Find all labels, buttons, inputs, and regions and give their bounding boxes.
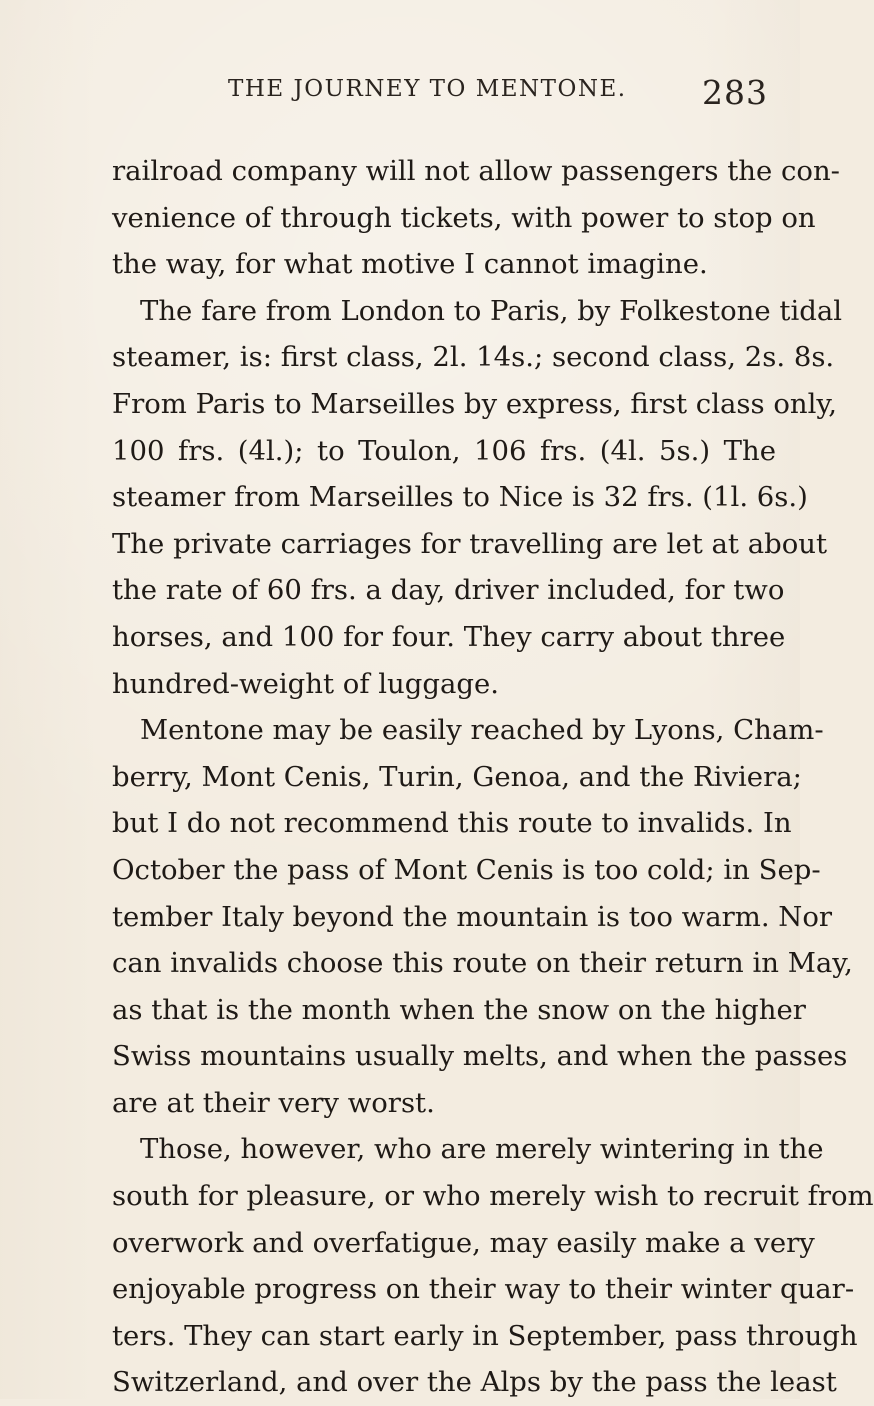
text-line: venience of through tickets, with power to stop on xyxy=(112,201,816,234)
running-title: THE JOURNEY TO MENTONE. xyxy=(228,76,627,102)
text-line: The fare from London to Paris, by Folkestone tidal xyxy=(140,294,843,327)
page-header xyxy=(228,73,768,120)
text-line: The private carriages for travelling are let at about xyxy=(112,527,828,560)
page-number: 283 xyxy=(702,73,768,112)
text-line: ters. They can start early in September, pass through xyxy=(112,1319,858,1352)
text-line: tember Italy beyond the mountain is too warm. Nor xyxy=(112,900,833,933)
text-line: hundred-weight of luggage. xyxy=(112,667,499,700)
text-line: horses, and 100 for four. They carry about three xyxy=(112,620,786,653)
text-line: Swiss mountains usually melts, and when the passes xyxy=(112,1040,848,1073)
body-text xyxy=(112,148,874,1406)
text-line: overwork and overfatigue, may easily make a very xyxy=(112,1226,815,1259)
text-line: the way, for what motive I cannot imagine. xyxy=(112,248,708,281)
text-line: enjoyable progress on their way to their winter quar- xyxy=(112,1273,855,1306)
text-line: Mentone may be easily reached by Lyons, Cham- xyxy=(140,714,824,747)
text-line: are at their very worst. xyxy=(112,1086,435,1119)
text-line: From Paris to Marseilles by express, first class only, xyxy=(112,387,838,420)
text-line: can invalids choose this route on their return in May, xyxy=(112,947,853,980)
text-line: the rate of 60 frs. a day, driver included, for two xyxy=(112,574,785,607)
text-line: but I do not recommend this route to invalids. In xyxy=(112,807,792,840)
text-line: steamer, is: first class, 2l. 14s.; second class, 2s. 8s. xyxy=(112,341,835,374)
text-line: as that is the month when the snow on the higher xyxy=(112,993,806,1026)
text-line: south for pleasure, or who merely wish to recruit from xyxy=(112,1180,874,1213)
text-line: berry, Mont Cenis, Turin, Genoa, and the Riviera; xyxy=(112,760,802,793)
text-line: Those, however, who are merely wintering in the xyxy=(140,1133,824,1166)
text-line: steamer from Marseilles to Nice is 32 frs. (1l. 6s.) xyxy=(112,481,808,514)
text-line: October the pass of Mont Cenis is too cold; in Sep- xyxy=(112,853,821,886)
text-line: railroad company will not allow passengers the con- xyxy=(112,155,840,187)
text-line: 100 frs. (4l.); to Toulon, 106 frs. (4l. 5s.) The xyxy=(112,434,776,467)
text-line: Switzerland, and over the Alps by the pass the least xyxy=(112,1366,837,1399)
